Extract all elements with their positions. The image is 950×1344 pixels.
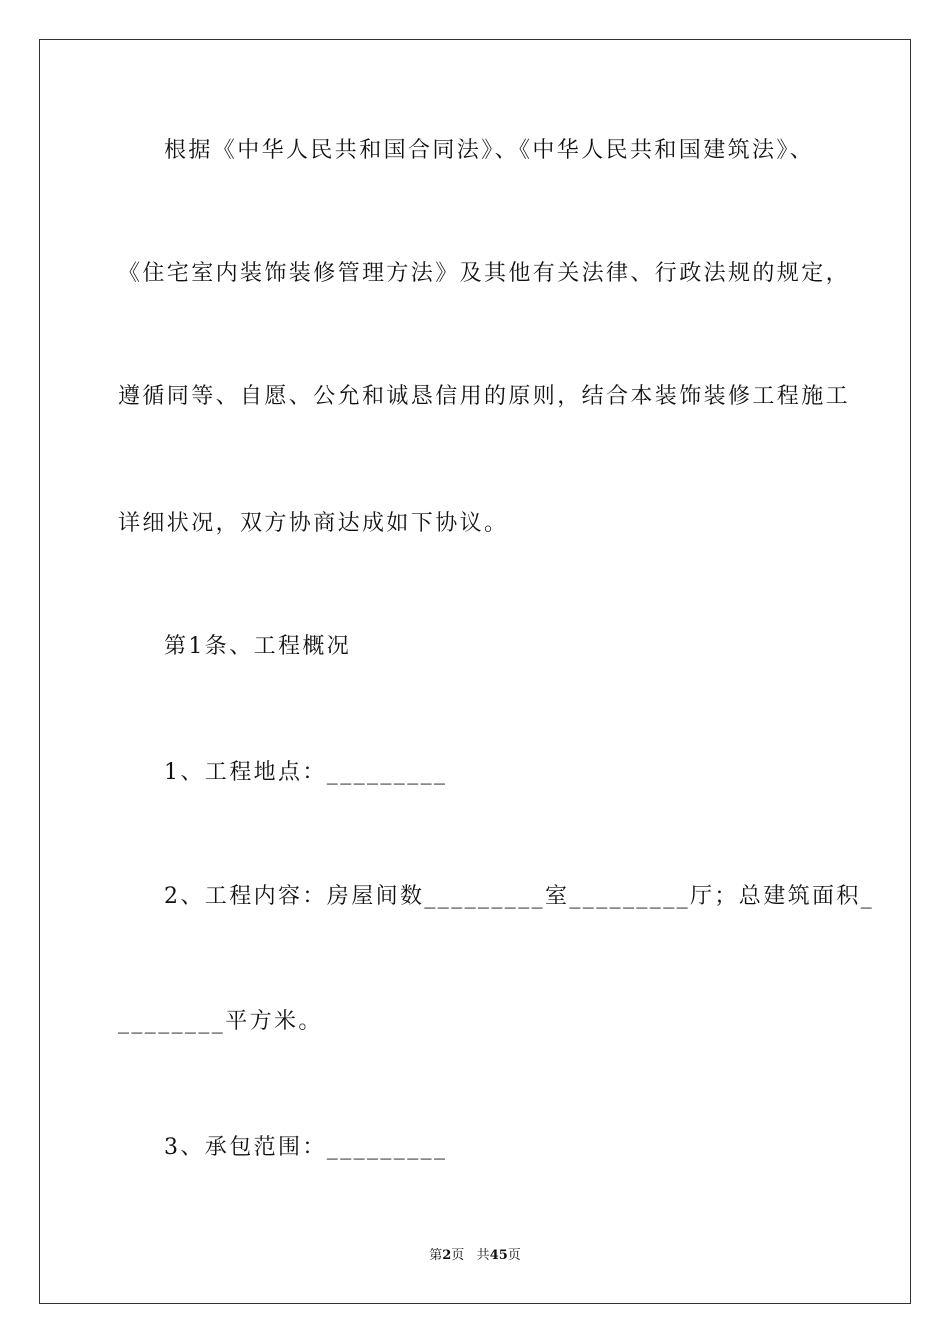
paragraph-line-3: 遵循同等、自愿、公允和诚恳信用的原则，结合本装饰装修工程施工 — [118, 384, 851, 409]
item-3-scope: 3、承包范围：_________ — [164, 1135, 448, 1160]
paragraph-line-1: 根据《中华人民共和国合同法》、《中华人民共和国建筑法》、 — [164, 138, 815, 163]
footer-total-suffix: 页 — [507, 1248, 521, 1263]
footer-page-prefix: 第 — [429, 1248, 443, 1263]
footer-total-prefix: 共 — [476, 1248, 490, 1263]
paragraph-line-2: 《住宅室内装饰装修管理方法》及其他有关法律、行政法规的规定， — [118, 261, 851, 286]
footer-page-number: 2 — [442, 1248, 452, 1263]
footer-total-pages: 45 — [489, 1248, 508, 1263]
item-2-continuation: ________平方米。 — [118, 1009, 323, 1034]
footer-page-suffix: 页 — [451, 1248, 465, 1263]
paragraph-line-4: 详细状况，双方协商达成如下协议。 — [118, 511, 509, 536]
page-border — [39, 39, 911, 1304]
section-heading: 第1条、工程概况 — [164, 634, 352, 659]
item-2-content: 2、工程内容：房屋间数_________室_________厅；总建筑面积_ — [164, 884, 875, 909]
item-1-location: 1、工程地点：_________ — [164, 760, 448, 785]
page-footer — [0, 1247, 950, 1265]
